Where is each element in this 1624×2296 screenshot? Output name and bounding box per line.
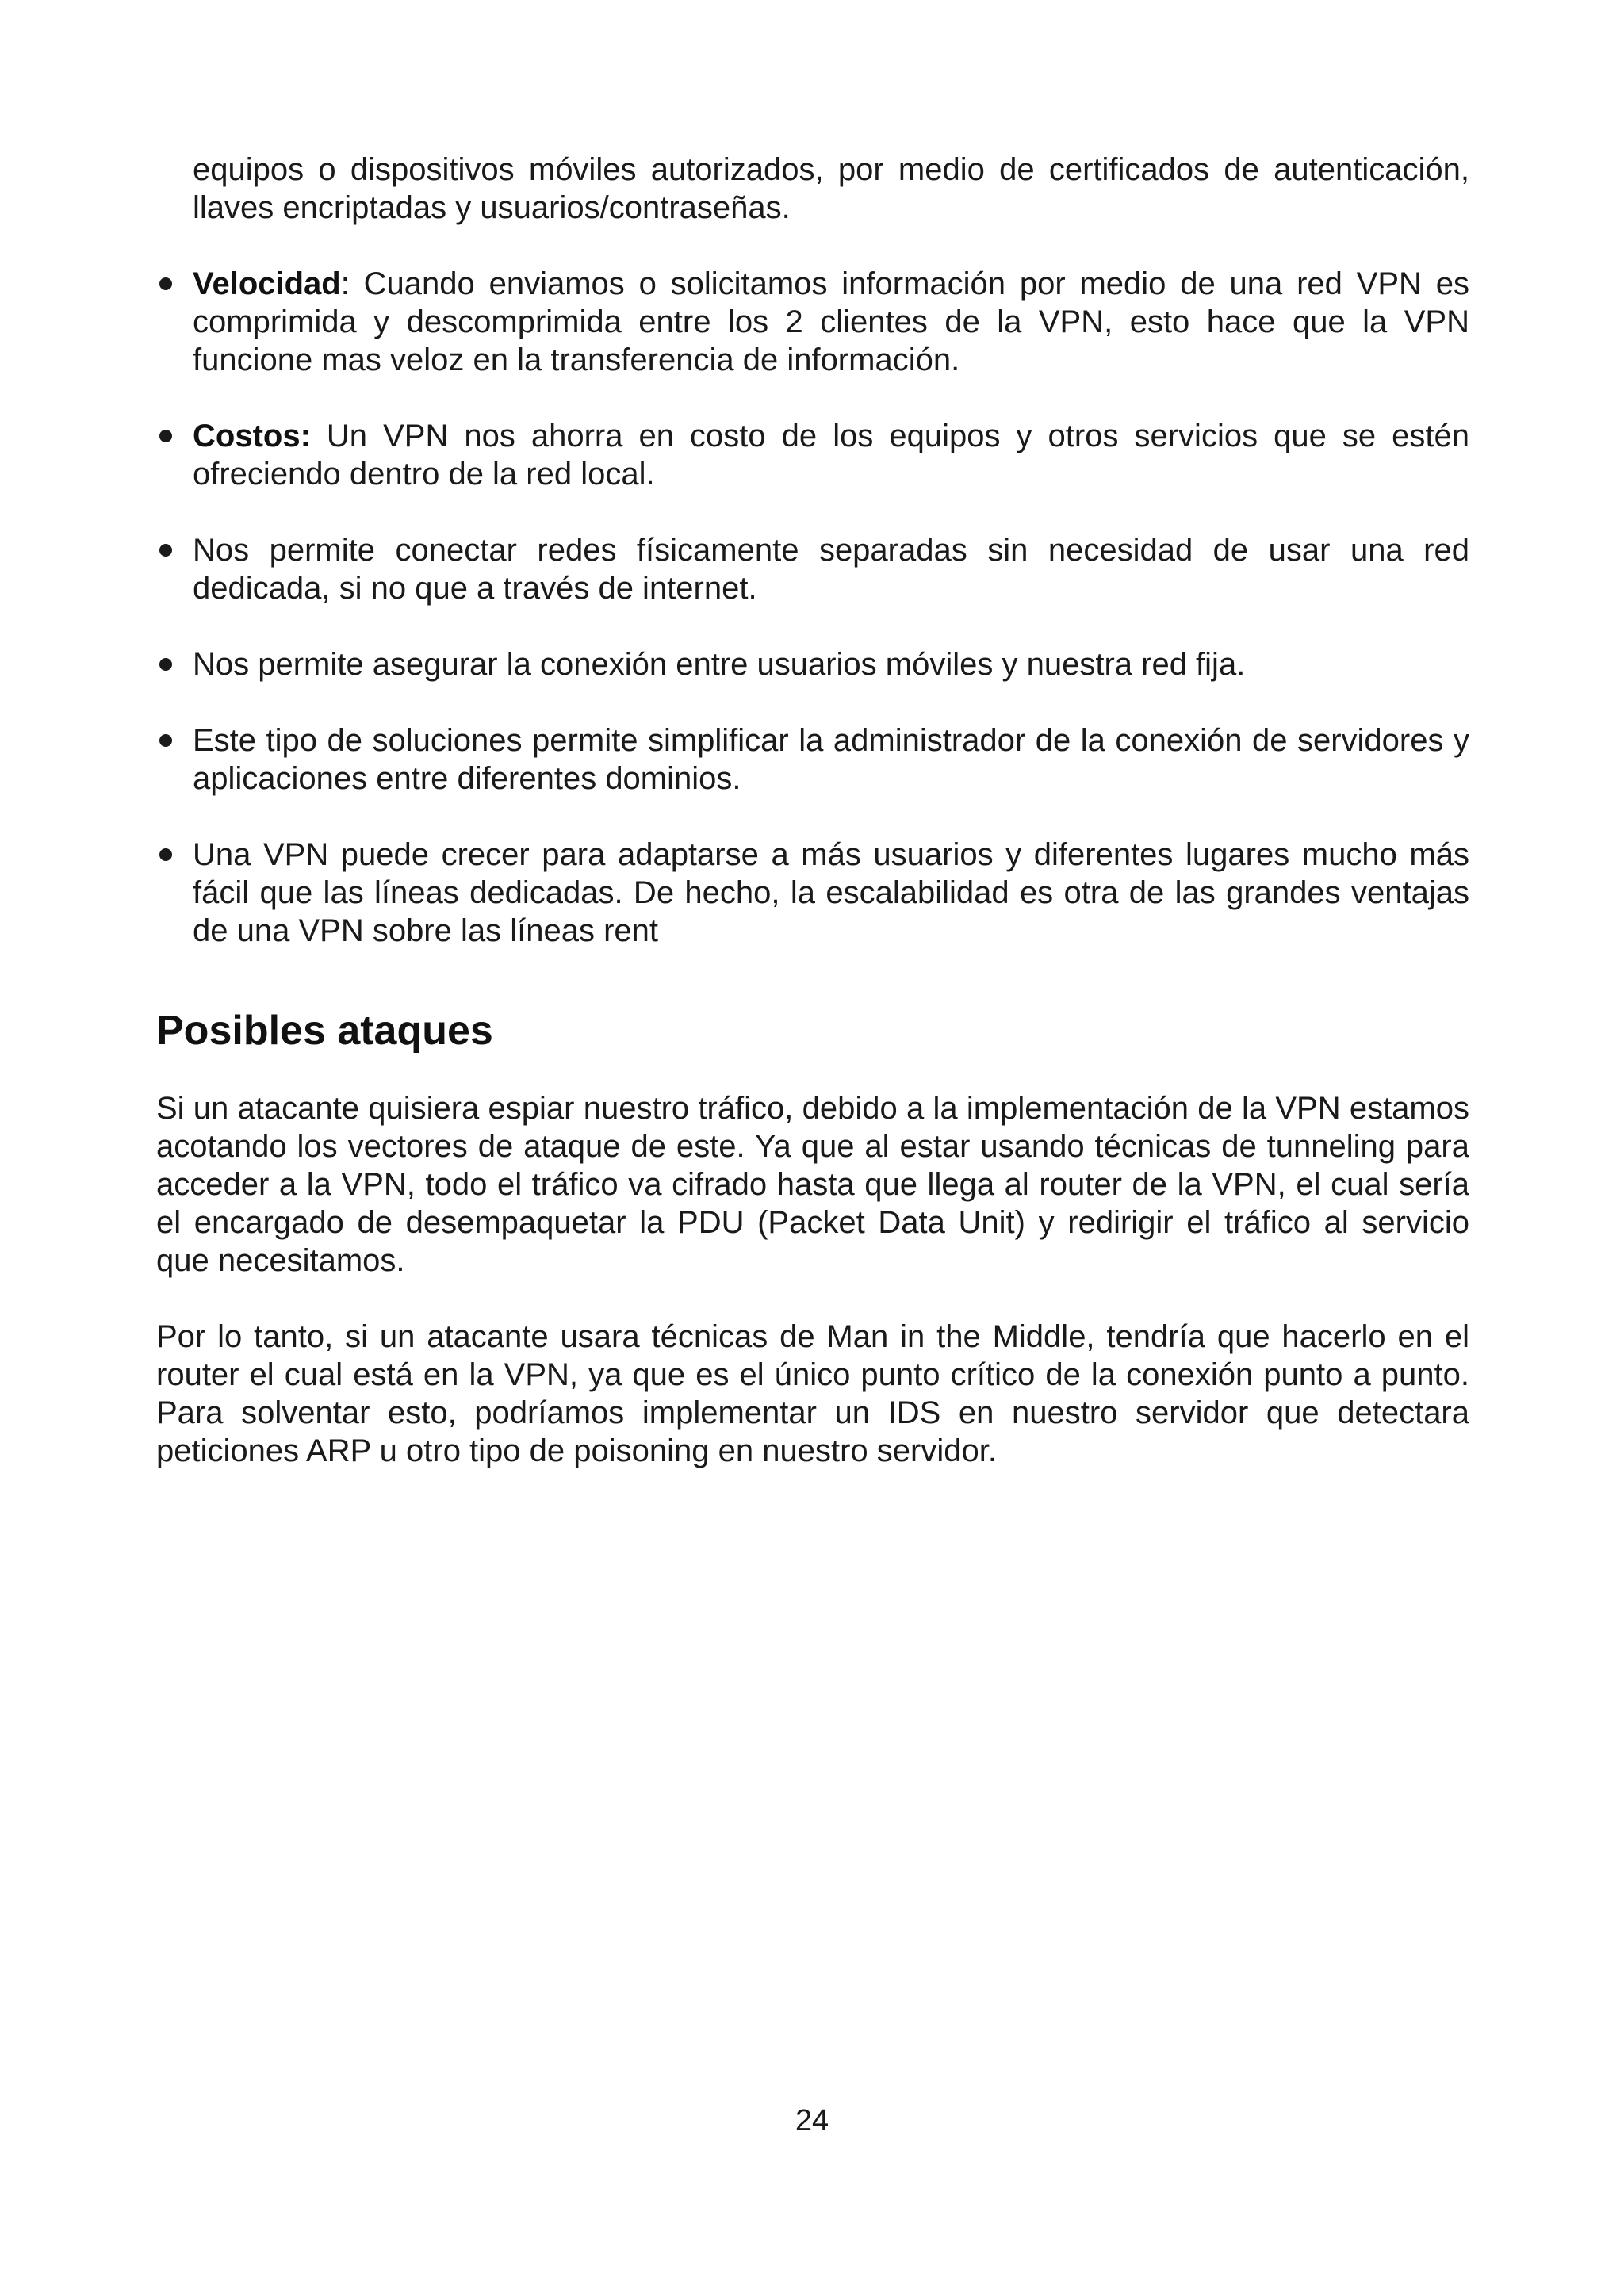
advantages-list [156, 265, 1469, 950]
bullet-icon [159, 430, 172, 442]
page-number: 24 [795, 2104, 829, 2137]
list-item-bold: Costos: [193, 419, 311, 453]
list-item-text: Este tipo de soluciones permite simplificar la administrador de la conexión de servidores y aplicaciones entre diferentes dominios. [193, 723, 1469, 796]
bullet-icon [159, 658, 172, 671]
section-paragraph: Si un atacante quisiera espiar nuestro tráfico, debido a la implementación de la VPN estamos acotando los vectores de ataque de este. Ya que al estar usando técnicas de tunneling para acceder a la VPN, todo el tráfico va cifrado hasta que llega al router de la VPN, el cual sería el encargado de desempaquetar la PDU (Packet Data Unit) y redirigir el tráfico al servicio que necesitamos. [156, 1091, 1469, 1278]
bullet-icon [159, 848, 172, 861]
list-item-text: Nos permite conectar redes físicamente separadas sin necesidad de usar una red dedicada, si no que a través de internet. [193, 533, 1469, 606]
list-item [156, 836, 1469, 950]
bullet-icon [159, 544, 172, 557]
page-content [156, 151, 1469, 1470]
list-item-bold: Velocidad [193, 266, 341, 301]
bullet-icon [159, 734, 172, 747]
list-item [156, 417, 1469, 493]
list-item-text: Una VPN puede crecer para adaptarse a más usuarios y diferentes lugares mucho más fácil que las líneas dedicadas. De hecho, la escalabilidad es otra de las grandes ventajas de una VPN sobre las líneas rent [193, 837, 1469, 948]
list-item [156, 531, 1469, 607]
list-item [156, 265, 1469, 379]
list-item-text: Un VPN nos ahorra en costo de los equipos y otros servicios que se estén ofreciendo dentro de la red local. [193, 419, 1469, 492]
list-item-text: Nos permite asegurar la conexión entre usuarios móviles y nuestra red fija. [193, 647, 1246, 682]
continuation-paragraph: equipos o dispositivos móviles autorizados, por medio de certificados de autenticación, llaves encriptadas y usuarios/contraseñas. [193, 152, 1469, 225]
list-item [156, 645, 1469, 683]
list-item-text: : Cuando enviamos o solicitamos información por medio de una red VPN es comprimida y descomprimida entre los 2 clientes de la VPN, esto hace que la VPN funcione mas veloz en la transferencia de información. [193, 266, 1469, 377]
section-heading: Posibles ataques [156, 1008, 493, 1054]
bullet-icon [159, 277, 172, 290]
section-paragraph: Por lo tanto, si un atacante usara técnicas de Man in the Middle, tendría que hacerlo en el router el cual está en la VPN, ya que es el único punto crítico de la conexión punto a punto. Para solventar esto, podríamos implementar un IDS en nuestro servidor que detectara peticiones ARP u otro tipo de poisoning en nuestro servidor. [156, 1319, 1469, 1468]
list-item [156, 721, 1469, 798]
